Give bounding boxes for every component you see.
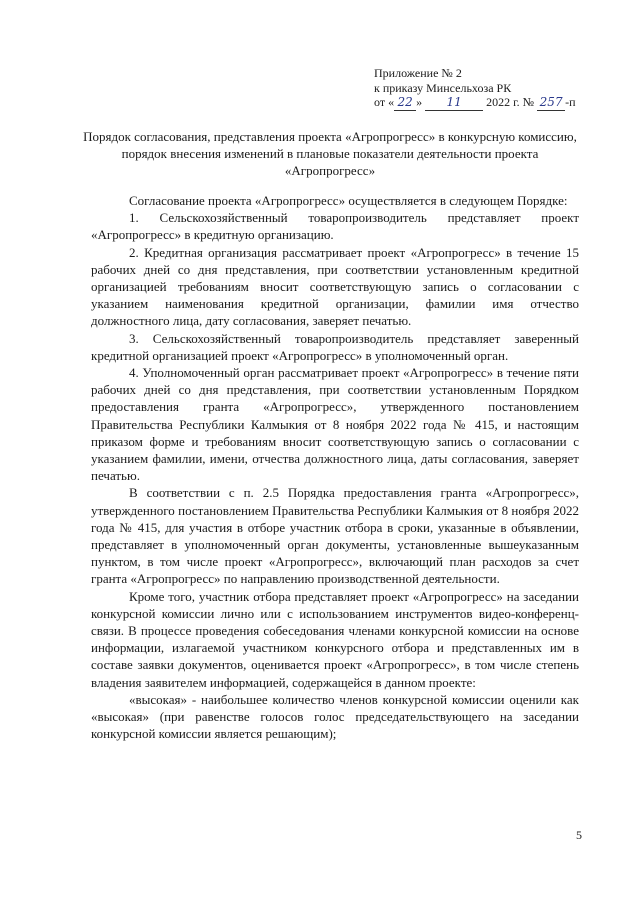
paragraph-4: 4. Уполномоченный орган рассматривает проект «Агропрогресс» в течение пяти рабочих дней со дня представления, при соответствии установленным Порядком предоставления гранта «Агропрогресс», утвержденного постановлением Правительства Республики Калмыкия от 8 ноября 2022 года № 415, и настоящим приказом форме и требованиям вносит соответствующую запись о согласовании с указанием фамилии, имени, отчества должностного лица, даты согласования, заверяет печатью. <box>91 365 579 484</box>
document-title: Порядок согласования, представления проекта «Агропрогресс» в конкурсную комиссию, порядок внесения изменений в плановые показатели деятельности проекта «Агропрогресс» <box>83 129 577 178</box>
paragraph-2: 2. Кредитная организация рассматривает проект «Агропрогресс» в течение 15 рабочих дней со дня представления, при соответствии установленным кредитной организацией требованиям вносит соответствующую запись о согласовании с указанием наименования кредитной организации, фамилии имя отчество должностного лица, дату согласования, заверяет печатью. <box>91 244 579 329</box>
paragraph-intro: Согласование проекта «Агропрогресс» осуществляется в следующем Порядке: <box>129 193 568 208</box>
document-body <box>91 192 579 743</box>
page-number: 5 <box>576 828 582 842</box>
handwritten-month: 11 <box>425 95 483 111</box>
paragraph-1: 1. Сельскохозяйственный товаропроизводитель представляет проект «Агропрогресс» в кредитную организацию. <box>91 210 579 243</box>
paragraph-6: Кроме того, участник отбора представляет проект «Агропрогресс» на заседании конкурсной комиссии лично или с использованием инструментов видео-конференц-связи. В процессе проведения собеседования членами конкурсной комиссии на основе информации, излагаемой участником конкурсного отбора и представленных им в составе заявки документов, оценивается проект «Агропрогресс», в том числе степень владения заявителем информацией, содержащейся в данном проекте: <box>91 588 579 690</box>
appendix-order-ref: к приказу Минсельхоза РК <box>374 80 512 95</box>
handwritten-order-number: 257 <box>537 95 565 111</box>
appendix-date-line <box>374 95 576 111</box>
paragraph-7: «высокая» - наибольшее количество членов конкурсной комиссии оценили как «высокая» (при равенстве голосов голос председательствующего на заседании конкурсной комиссии является решающим); <box>91 691 579 742</box>
appendix-number: Приложение № 2 <box>374 66 462 80</box>
date-prefix: от « <box>374 95 395 109</box>
date-year: 2022 г. № <box>486 95 535 109</box>
date-mid: » <box>416 95 423 109</box>
appendix-header <box>374 66 576 111</box>
paragraph-5: В соответствии с п. 2.5 Порядка предоставления гранта «Агропрогресс», утвержденного постановлением Правительства Республики Калмыкия от 8 ноября 2022 года № 415, для участия в отборе участник отбора в сроки, указанные в объявлении, представляет в уполномоченный орган документы, установленные вышеуказанным пунктом, в том числе проект «Агропрогресс», включающий план расходов за счет гранта «Агропрогресс» по направлению производственной деятельности. <box>91 485 579 587</box>
handwritten-day: 22 <box>394 95 416 111</box>
paragraph-3: 3. Сельскохозяйственный товаропроизводитель представляет заверенный кредитной организацией проект «Агропрогресс» в уполномоченный орган. <box>91 330 579 363</box>
order-suffix: -п <box>565 95 576 109</box>
